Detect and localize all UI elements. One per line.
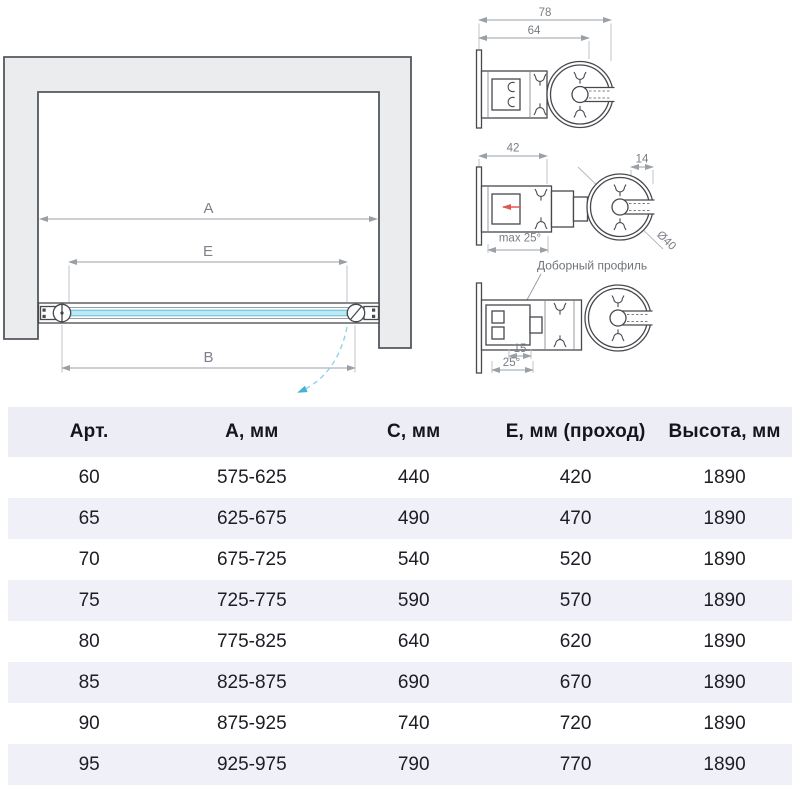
table-cell: 85 xyxy=(78,671,100,693)
table-cell: 75 xyxy=(78,589,100,611)
table-cell: 440 xyxy=(397,466,430,488)
dim-78-label: 78 xyxy=(538,7,552,19)
table-cell: 70 xyxy=(78,548,100,570)
table-cell: 420 xyxy=(559,466,592,488)
table-cell: 725-775 xyxy=(216,589,287,611)
table-cell: 575-625 xyxy=(216,466,287,488)
table-row xyxy=(8,621,792,662)
dim-b xyxy=(62,325,355,373)
table-cell: 925-975 xyxy=(216,753,287,775)
table-cell: 790 xyxy=(397,753,430,775)
table-cell: 80 xyxy=(78,630,100,652)
table-cell: 720 xyxy=(559,712,592,734)
wall-profile xyxy=(477,50,548,128)
col-header-art: Арт. xyxy=(69,421,109,442)
dim-a-label: A xyxy=(203,200,214,217)
dim-15-label: 15 xyxy=(513,343,527,355)
col-header-a: А, мм xyxy=(225,421,279,442)
table-cell: 590 xyxy=(397,589,430,611)
table-cell: 625-675 xyxy=(216,507,287,529)
table-cell: 95 xyxy=(78,753,100,775)
table-cell: 770 xyxy=(559,753,592,775)
dim-e-label: E xyxy=(202,243,214,260)
col-header-height: Высота, мм xyxy=(668,421,781,442)
table-cell: 1890 xyxy=(703,466,746,488)
table-cell: 1890 xyxy=(703,671,746,693)
profile-section-top xyxy=(477,7,616,128)
table-cell: 65 xyxy=(78,507,100,529)
profile-section-bottom xyxy=(477,259,654,374)
opening-top-view xyxy=(4,57,411,392)
col-header-c: С, мм xyxy=(387,421,441,442)
table-cell: 1890 xyxy=(703,507,746,529)
table-cell: 540 xyxy=(397,548,430,570)
table-cell: 690 xyxy=(397,671,430,693)
extension-profile-label: Доборный профиль xyxy=(537,258,648,273)
table-cell: 1890 xyxy=(703,548,746,570)
table-row xyxy=(8,580,792,621)
table-cell: 875-925 xyxy=(216,712,287,734)
glass-panel xyxy=(69,310,347,316)
table-row xyxy=(8,744,792,785)
spec-table xyxy=(8,407,792,785)
table-cell: 740 xyxy=(397,712,430,734)
table-row xyxy=(8,457,792,498)
table-cell: 675-725 xyxy=(216,548,287,570)
dim-25-label: 25° xyxy=(502,357,521,369)
table-cell: 670 xyxy=(559,671,592,693)
table-cell: 1890 xyxy=(703,630,746,652)
table-body xyxy=(8,457,792,785)
table-cell: 90 xyxy=(78,712,100,734)
table-cell: 775-825 xyxy=(216,630,287,652)
diameter-label: Ø40 xyxy=(654,228,679,253)
table-cell: 825-875 xyxy=(216,671,287,693)
table-cell: 520 xyxy=(559,548,592,570)
table-row xyxy=(8,539,792,580)
max-angle-label: max 25° xyxy=(498,232,542,245)
table-cell: 1890 xyxy=(703,753,746,775)
dim-b-label: B xyxy=(203,349,214,366)
col-header-e: Е, мм (проход) xyxy=(505,421,646,442)
dim-42-label: 42 xyxy=(506,142,520,155)
dim-e xyxy=(69,243,347,302)
table-cell: 640 xyxy=(397,630,430,652)
roller-profile xyxy=(547,62,615,128)
dim-a xyxy=(40,200,377,219)
dim-14-label: 14 xyxy=(635,153,649,166)
right-roller xyxy=(347,304,378,321)
door-swing-arc xyxy=(299,327,347,392)
left-roller xyxy=(41,304,71,321)
table-cell: 1890 xyxy=(703,712,746,734)
track-profile xyxy=(39,303,380,323)
dim-64-label: 64 xyxy=(527,25,541,37)
table-row xyxy=(8,498,792,539)
table-row xyxy=(8,662,792,703)
table-cell: 470 xyxy=(559,507,592,529)
table-cell: 570 xyxy=(559,589,592,611)
table-cell: 60 xyxy=(78,466,100,488)
table-cell: 620 xyxy=(559,630,592,652)
roller-profile xyxy=(585,285,653,351)
table-cell: 1890 xyxy=(703,589,746,611)
profile-section-middle xyxy=(477,143,679,254)
table-cell: 490 xyxy=(397,507,430,529)
roller-profile xyxy=(587,174,655,240)
table-header-row xyxy=(8,407,792,457)
table-row xyxy=(8,703,792,744)
